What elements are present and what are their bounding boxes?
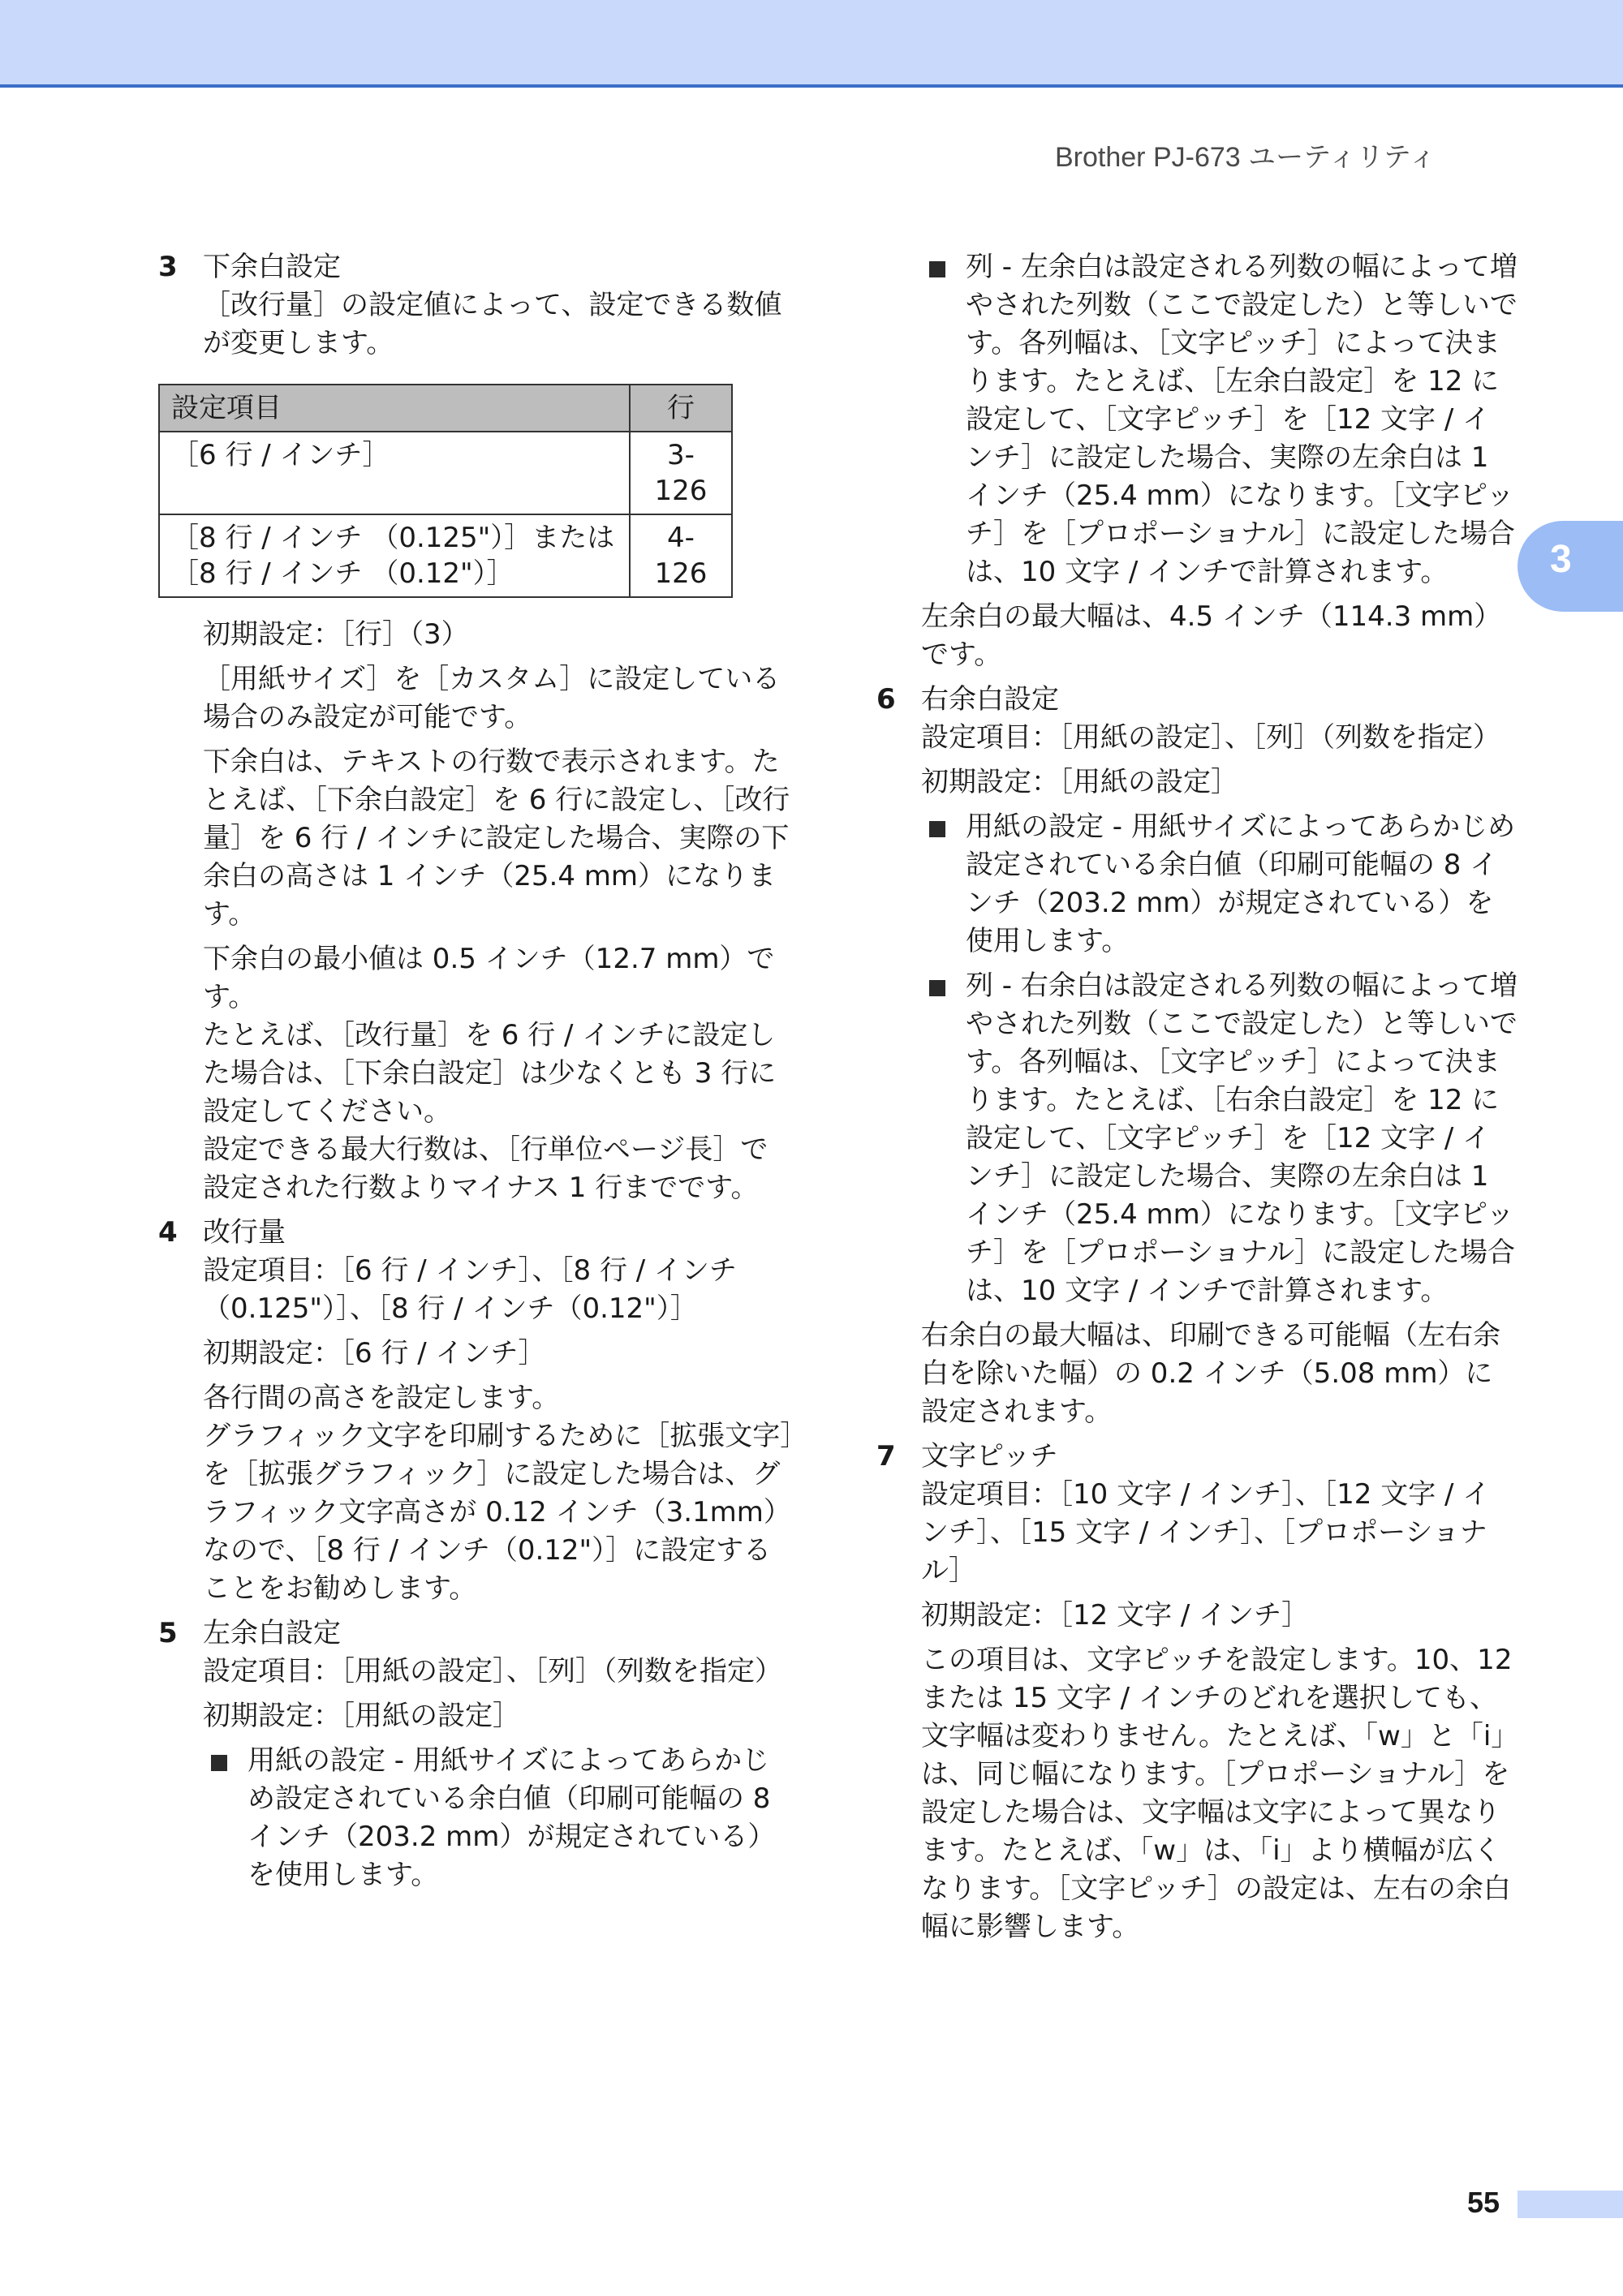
paragraph: 各行間の高さを設定します。 [203,1382,560,1414]
paragraph: 左余白の最大幅は、4.5 インチ（114.3 mm）です。 [921,600,1502,671]
default-setting: 初期設定：［行］（3） [203,618,469,651]
paragraph: グラフィック文字を印刷するために［拡張文字］を［拡張グラフィック］に設定した場合は、グラフィック文字高さが 0.12 インチ（3.1mm）なので、［8 行 / インチ（0.12"）］に設定することをお勧めします。 [203,1420,794,1605]
section-title: 右余白設定 [921,683,1059,716]
bullet-item [203,1742,795,1894]
running-header: Brother PJ-673 ユーティリティ [1055,142,1436,173]
step-number: 4 [158,1216,178,1249]
paragraph: 右余白の最大幅は、印刷できる可能幅（左右余白を除いた幅）の 0.2 インチ（5.08 mm）に設定されます。 [921,1319,1500,1428]
footer-bar [1518,2191,1623,2218]
section-4 [158,1214,795,1608]
paragraph: この項目は、文字ピッチを設定します。10、12 または 15 文字 / インチのどれを選択しても、文字幅は変わりません。たとえば、「w」と「i」は、同じ幅になります。［プロポーショナル］を設定した場合は、文字幅は文字によって異なります。たとえば、「w」は、「i」より横幅が広くなります。［文字ピッチ］の設定は、左右の余白幅に影響します。 [921,1644,1513,1943]
table-header-row [159,385,732,432]
settings-table [158,384,733,598]
setting-items: 設定項目：［用紙の設定］、［列］（列数を指定） [921,721,1500,754]
section-7 [876,1438,1518,1946]
table-cell-line: ［8 行 / インチ （0.125"）］または [171,522,615,554]
bullet-square-icon [211,1755,227,1771]
table-cell: 3-126 [630,432,732,514]
table-cell: 4-126 [630,514,732,597]
table-header-cell: 行 [630,385,732,432]
step-number: 3 [158,251,178,283]
table-cell-line: ［8 行 / インチ （0.12"）］ [171,557,514,590]
setting-items: 設定項目：［6 行 / インチ］、［8 行 / インチ（0.125"）］、［8 行 / インチ（0.12"）］ [203,1254,738,1325]
table-row [159,432,732,514]
right-column [876,248,1518,1953]
bullet-square-icon [929,261,945,277]
page-number: 55 [1467,2186,1500,2219]
step-number: 7 [876,1440,896,1473]
table-header-cell: 設定項目 [159,385,630,432]
section-3-body [158,616,795,1207]
bullet-item [921,808,1518,961]
bullet-text: 用紙の設定 - 用紙サイズによってあらかじめ設定されている余白値（印刷可能幅の 8 インチ（203.2 mm）が規定されている）を使用します。 [966,810,1516,957]
header-rule [0,84,1623,88]
default-setting: 初期設定：［用紙の設定］ [203,1700,520,1732]
paragraph: 下余白は、テキストの行数で表示されます。たとえば、［下余白設定］を 6 行に設定し、［改行量］を 6 行 / インチに設定した場合、実際の下余白の高さは 1 インチ（25.4 mm）になります。 [203,746,790,931]
chapter-number: 3 [1550,538,1572,581]
section-title: 下余白設定 [203,251,341,283]
table-row [159,514,732,597]
paragraph: ［改行量］の設定値によって、設定できる数値が変更します。 [203,289,782,359]
bullet-square-icon [929,821,945,837]
bullet-text: 用紙の設定 - 用紙サイズによってあらかじめ設定されている余白値（印刷可能幅の 8 インチ（203.2 mm）が規定されている）を使用します。 [248,1744,776,1891]
bullet-text: 列 - 左余白は設定される列数の幅によって増やされた列数（ここで設定した）と等しいです。各列幅は、［文字ピッチ］によって決まります。たとえば、［左余白設定］を 12 に設定して、［文字ピッチ］を［12 文字 / インチ］に設定した場合、実際の左余白は 1 インチ（25.4 mm）になります。［文字ピッチ］を［プロポーショナル］に設定した場合は、10 文字 / インチで計算されます。 [966,251,1518,588]
bullet-square-icon [929,980,945,996]
section-5-continued [876,248,1518,674]
setting-items: 設定項目：［10 文字 / インチ］、［12 文字 / インチ］、［15 文字 / インチ］、［プロポーショナル］ [921,1478,1491,1587]
step-number: 5 [158,1617,178,1649]
default-setting: 初期設定：［12 文字 / インチ］ [921,1599,1310,1632]
paragraph: ［用紙サイズ］を［カスタム］に設定している場合のみ設定が可能です。 [203,663,781,733]
default-setting: 初期設定：［用紙の設定］ [921,766,1238,798]
section-title: 改行量 [203,1216,286,1249]
table-cell: ［6 行 / インチ］ [159,432,630,514]
section-3 [158,248,795,363]
section-5 [158,1615,795,1894]
section-title: 左余白設定 [203,1617,341,1649]
section-6 [876,681,1518,1431]
bullet-text: 列 - 右余白は設定される列数の幅によって増やされた列数（ここで設定した）と等しいです。各列幅は、［文字ピッチ］によって決まります。たとえば、［右余白設定］を 12 に設定して、［文字ピッチ］を［12 文字 / インチ］に設定した場合、実際の左余白は 1 インチ（25.4 mm）になります。［文字ピッチ］を［プロポーショナル］に設定した場合は、10 文字 / インチで計算されます。 [966,970,1518,1307]
paragraph: たとえば、［改行量］を 6 行 / インチに設定した場合は、［下余白設定］は少なくとも 3 行に設定してください。 [203,1019,777,1128]
chapter-tab [1518,521,1623,612]
bullet-item [921,248,1518,591]
paragraph: 下余白の最小値は 0.5 インチ（12.7 mm）です。 [203,943,775,1013]
step-number: 6 [876,683,896,716]
setting-items: 設定項目：［用紙の設定］、［列］（列数を指定） [203,1655,782,1688]
bullet-item [921,967,1518,1310]
default-setting: 初期設定：［6 行 / インチ］ [203,1337,546,1369]
table-cell [159,514,630,597]
paragraph: 設定できる最大行数は、［行単位ページ長］で設定された行数よりマイナス 1 行までです。 [203,1133,768,1204]
header-band [0,0,1623,84]
section-title: 文字ピッチ [921,1440,1058,1473]
left-column [158,248,795,1901]
